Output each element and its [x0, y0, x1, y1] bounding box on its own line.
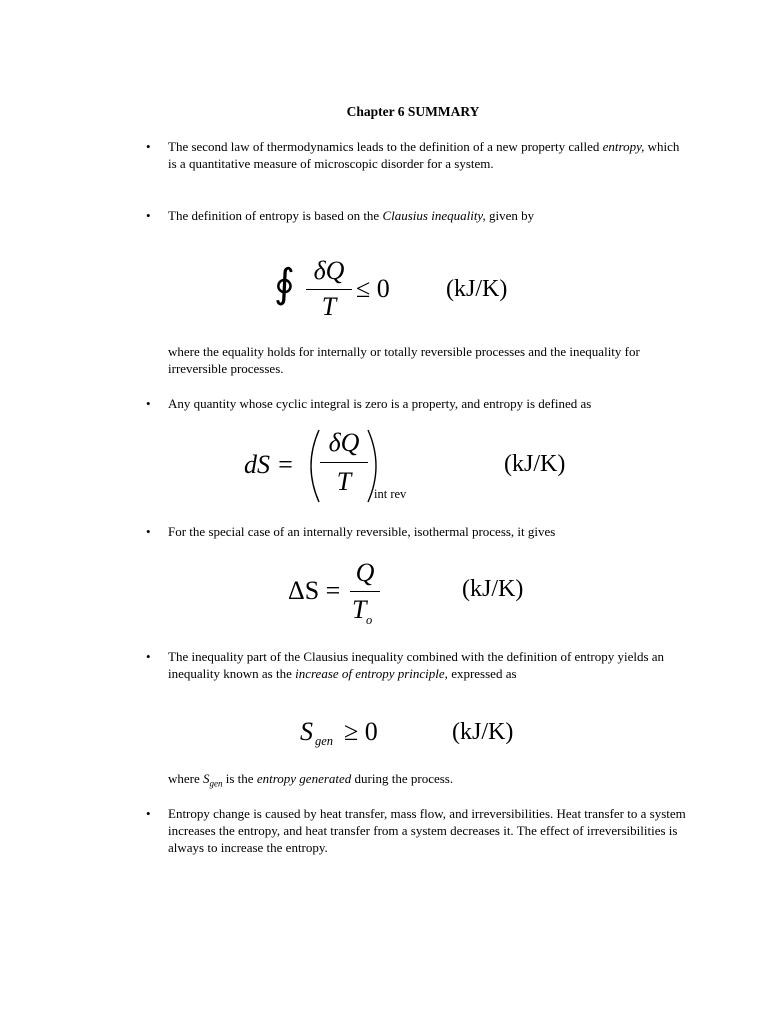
emphasis-text: increase of entropy principle, [295, 666, 448, 681]
text-run: The second law of thermodynamics leads to the definition of a new property called [168, 139, 603, 154]
relation: ≥ 0 [344, 717, 378, 746]
equation-clausius-inequality [270, 258, 540, 328]
bullet-text-5 [168, 648, 688, 682]
text-run: expressed as [447, 666, 517, 681]
bullet-marker: • [146, 649, 151, 664]
numerator: Q [355, 558, 375, 587]
subscript-gen: gen [315, 734, 334, 748]
denominator-subscript: o [366, 613, 373, 627]
unit-label: (kJ/K) [462, 576, 524, 602]
text-run: where [168, 771, 204, 786]
paragraph-entropy-generated [168, 770, 688, 793]
emphasis-text: entropy, [602, 139, 645, 154]
cyclic-integral-symbol: ∮ [274, 261, 295, 306]
relation: ≤ 0 [356, 274, 390, 303]
denominator: T [336, 467, 352, 496]
text-run: The definition of entropy is based on the [168, 208, 383, 223]
text-run: during the process. [351, 771, 454, 786]
bullet-marker: • [146, 524, 151, 539]
text-run: is the [222, 771, 257, 786]
numerator: δQ [313, 256, 345, 285]
numerator: δQ [328, 428, 360, 457]
emphasis-text: entropy generated [256, 771, 352, 786]
text-run: given by [485, 208, 535, 223]
page-title: Chapter 6 SUMMARY [346, 104, 480, 119]
bullet-text-6: Entropy change is caused by heat transfer, mass flow, and irreversibilities. Heat transfer to a system increases the entropy, and heat transfer from a system decreases it. The effect of irreversibilities is always to increase the entropy. [168, 806, 686, 855]
subscript-gen: gen [209, 778, 223, 789]
bullet-marker: • [146, 208, 151, 223]
lhs-text: dS = [244, 450, 295, 479]
emphasis-text: Clausius inequality, [382, 208, 486, 223]
subscript-int-rev: int rev [374, 487, 407, 501]
bullet-text-1 [168, 138, 688, 172]
denominator: T [321, 292, 337, 321]
fraction-bar [306, 289, 352, 290]
equation-entropy-definition [244, 426, 594, 506]
equation-entropy-generation [300, 715, 540, 755]
equation-isothermal [288, 560, 548, 630]
lhs-text [288, 578, 340, 604]
text-run: which is a quantitative measure of microscopic disorder for a system. [168, 139, 680, 171]
lhs-symbol: ΔS = [288, 576, 341, 605]
denominator: T [352, 595, 367, 624]
bullet-marker: • [146, 396, 151, 411]
bullet-marker: • [146, 806, 151, 821]
bullet-text-2 [168, 207, 688, 224]
lhs-symbol [244, 452, 294, 478]
unit-label: (kJ/K) [504, 451, 566, 477]
fraction-bar [350, 591, 380, 592]
bullet-text-4: For the special case of an internally reversible, isothermal process, it gives [168, 524, 556, 539]
text-run: The inequality part of the Clausius inequality combined with the definition of entropy yields an inequality known as the [168, 649, 665, 681]
symbol-S: S [300, 717, 313, 746]
unit-label: (kJ/K) [452, 719, 514, 745]
unit-label: (kJ/K) [446, 276, 508, 302]
fraction-bar [320, 462, 368, 463]
bullet-text-3: Any quantity whose cyclic integral is zero is a property, and entropy is defined as [168, 396, 592, 411]
paragraph-equality-note: where the equality holds for internally or totally reversible processes and the inequality for irreversible processes. [168, 344, 640, 376]
symbol-S-gen: S [203, 771, 210, 786]
bullet-marker: • [146, 139, 151, 154]
